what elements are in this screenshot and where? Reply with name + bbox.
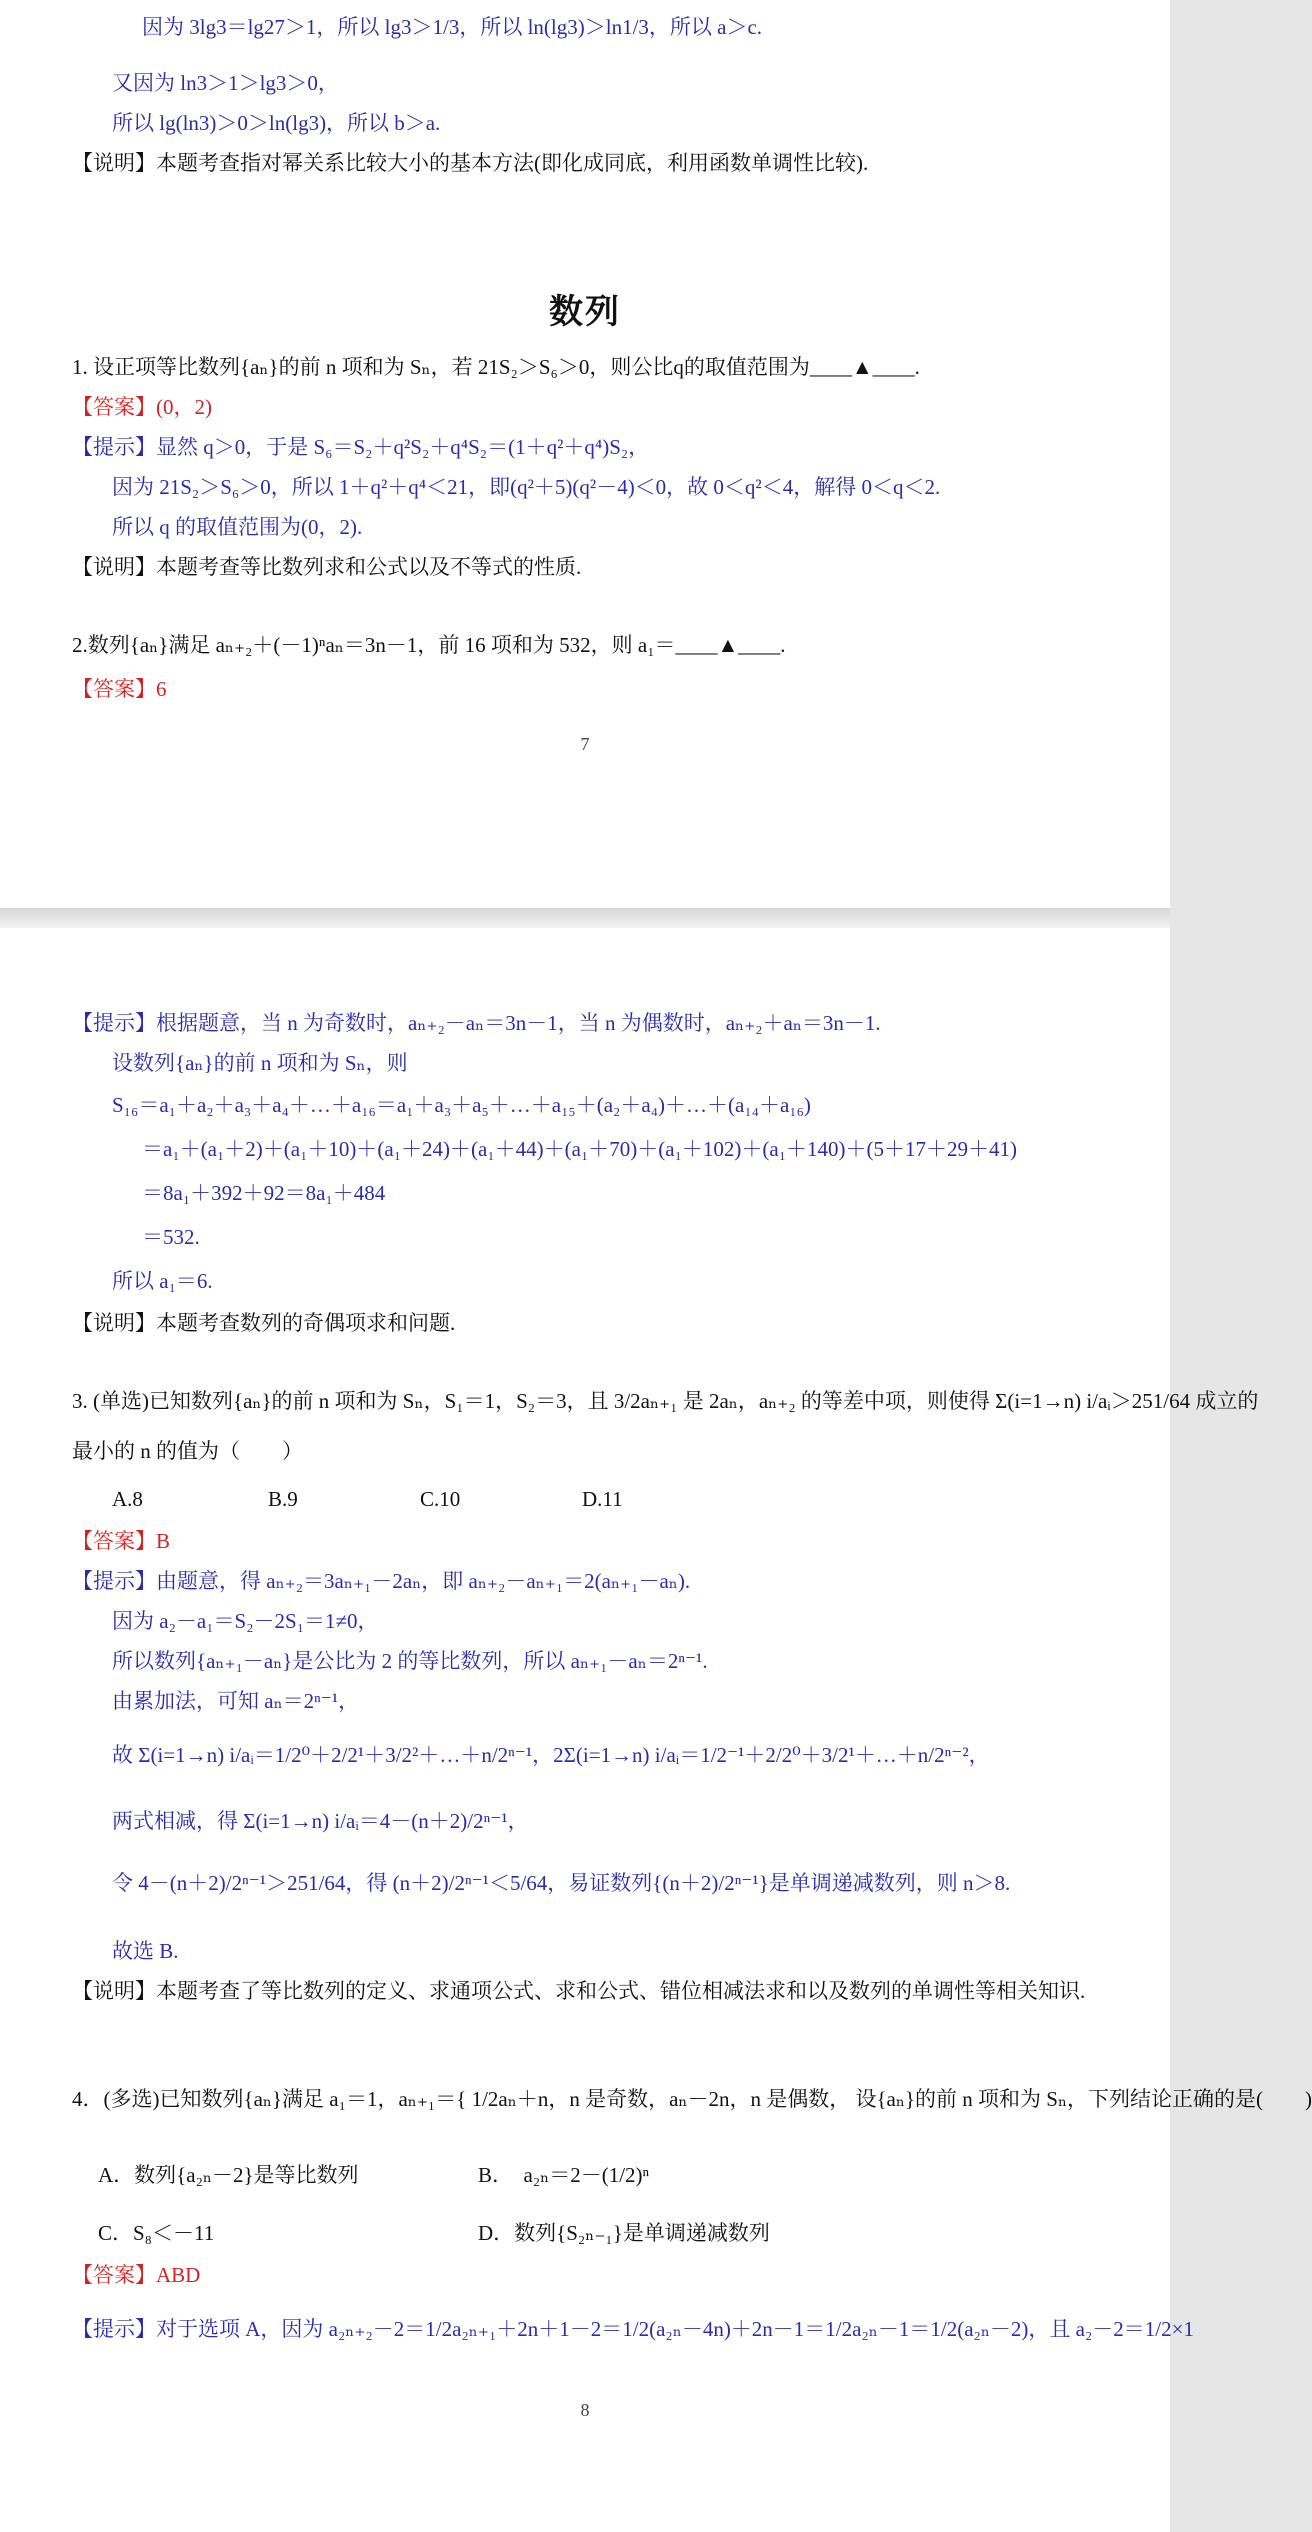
hint-line: 由累加法，可知 aₙ＝2ⁿ⁻¹，	[112, 1689, 360, 1713]
hint-line: 因为 21S₂＞S₆＞0，所以 1＋q²＋q⁴＜21，即(q²＋5)(q²－4)＜0，故 0＜q²＜4，解得 0＜q＜2.	[112, 475, 941, 499]
option-b: B.9	[268, 1487, 298, 1511]
hint-line: 所以 a₁＝6.	[112, 1269, 213, 1293]
option-a: A．数列{a₂ₙ－2}是等比数列	[98, 2163, 359, 2187]
question-4: 4．(多选)已知数列{aₙ}满足 a₁＝1，aₙ₊₁＝{ 1/2aₙ＋n，n 是奇数，aₙ－2n，n 是偶数， 设{aₙ}的前 n 项和为 Sₙ，下列结论正确的是( )	[72, 2087, 1312, 2111]
formula-line: S₁₆＝a₁＋a₂＋a₃＋a₄＋…＋a₁₆＝a₁＋a₃＋a₅＋…＋a₁₅＋(a₂＋a₄)＋…＋(a₁₄＋a₁₆)	[112, 1093, 811, 1117]
option-a: A.8	[112, 1487, 143, 1511]
answer-3: 【答案】B	[72, 1529, 171, 1553]
hint-line: 因为 a₂－a₁＝S₂－2S₁＝1≠0，	[112, 1609, 379, 1633]
option-b: B． a₂ₙ＝2－(1/2)ⁿ	[478, 2163, 650, 2187]
answer-2: 【答案】6	[72, 677, 167, 701]
document-page-8	[0, 928, 1312, 2532]
option-d: D.11	[582, 1487, 623, 1511]
text-line: 因为 3lg3＝lg27＞1，所以 lg3＞1/3，所以 ln(lg3)＞ln1/3，所以 a＞c.	[142, 15, 763, 39]
hint-line: 所以数列{aₙ₊₁－aₙ}是公比为 2 的等比数列，所以 aₙ₊₁－aₙ＝2ⁿ⁻¹.	[112, 1649, 708, 1673]
hint-line: 【提示】由题意，得 aₙ₊₂＝3aₙ₊₁－2aₙ，即 aₙ₊₂－aₙ₊₁＝2(aₙ₊₁－aₙ).	[72, 1569, 691, 1593]
option-c: C.10	[420, 1487, 461, 1511]
note-line: 【说明】本题考查等比数列求和公式以及不等式的性质.	[72, 555, 582, 579]
document-page-7	[0, 0, 1170, 908]
hint-line: 【提示】显然 q＞0，于是 S₆＝S₂＋q²S₂＋q⁴S₂＝(1＋q²＋q⁴)S₂，	[72, 435, 650, 459]
hint-line: 所以 q 的取值范围为(0，2).	[112, 515, 363, 539]
text-line: 又因为 ln3＞1＞lg3＞0，	[112, 71, 339, 95]
formula-line: 两式相减，得 Σ(i=1→n) i/aᵢ＝4－(n＋2)/2ⁿ⁻¹，	[112, 1809, 529, 1833]
section-title: 数列	[549, 294, 621, 331]
hint-line: 设数列{aₙ}的前 n 项和为 Sₙ，则	[112, 1051, 408, 1075]
note-line: 【说明】本题考查指对幂关系比较大小的基本方法(即化成同底，利用函数单调性比较).	[72, 151, 869, 175]
note-line: 【说明】本题考查数列的奇偶项求和问题.	[72, 1311, 456, 1335]
question-3-cont: 最小的 n 的值为（ ）	[72, 1439, 303, 1463]
hint-line: 【提示】对于选项 A，因为 a₂ₙ₊₂－2＝1/2a₂ₙ₊₁＋2n＋1－2＝1/2(a₂ₙ－4n)＋2n－1＝1/2a₂ₙ－1＝1/2(a₂ₙ－2)，且 a₂－2＝1/2×1	[72, 2317, 1194, 2341]
question-3: 3. (单选)已知数列{aₙ}的前 n 项和为 Sₙ，S₁＝1，S₂＝3，且 3/2aₙ₊₁ 是 2aₙ，aₙ₊₂ 的等差中项，则使得 Σ(i=1→n) i/aᵢ＞251/64 成立的	[72, 1389, 1259, 1413]
option-c: C．S₈＜－11	[98, 2221, 215, 2245]
question-1: 1. 设正项等比数列{aₙ}的前 n 项和为 Sₙ，若 21S₂＞S₆＞0，则公比q的取值范围为____▲____.	[72, 355, 920, 379]
page-number: 7	[580, 734, 590, 754]
page-number: 8	[580, 2400, 590, 2420]
question-2: 2.数列{aₙ}满足 aₙ₊₂＋(－1)ⁿaₙ＝3n－1，前 16 项和为 532，则 a₁＝____▲____.	[72, 633, 786, 657]
note-line: 【说明】本题考查了等比数列的定义、求通项公式、求和公式、错位相减法求和以及数列的单调性等相关知识.	[72, 1979, 1086, 2003]
formula-line: ＝a₁＋(a₁＋2)＋(a₁＋10)＋(a₁＋24)＋(a₁＋44)＋(a₁＋70)＋(a₁＋102)＋(a₁＋140)＋(5＋17＋29＋41)	[142, 1137, 1018, 1161]
answer-1: 【答案】(0，2)	[72, 395, 212, 419]
formula-line: 故 Σ(i=1→n) i/aᵢ＝1/2⁰＋2/2¹＋3/2²＋…＋n/2ⁿ⁻¹，2Σ(i=1→n) i/aᵢ＝1/2⁻¹＋2/2⁰＋3/2¹＋…＋n/2ⁿ⁻²，	[112, 1743, 990, 1767]
answer-4: 【答案】ABD	[72, 2263, 201, 2287]
hint-line: 故选 B.	[112, 1939, 179, 1963]
formula-line: ＝532.	[142, 1225, 200, 1249]
option-d: D．数列{S₂ₙ₋₁}是单调递减数列	[478, 2221, 770, 2245]
formula-line: ＝8a₁＋392＋92＝8a₁＋484	[142, 1181, 386, 1205]
text-line: 所以 lg(ln3)＞0＞ln(lg3)，所以 b＞a.	[112, 111, 441, 135]
formula-line: 令 4－(n＋2)/2ⁿ⁻¹＞251/64，得 (n＋2)/2ⁿ⁻¹＜5/64，易证数列{(n＋2)/2ⁿ⁻¹}是单调递减数列，则 n＞8.	[112, 1871, 1011, 1895]
hint-line: 【提示】根据题意，当 n 为奇数时，aₙ₊₂－aₙ＝3n－1，当 n 为偶数时，aₙ₊₂＋aₙ＝3n－1.	[72, 1011, 881, 1035]
page-divider	[0, 908, 1170, 928]
